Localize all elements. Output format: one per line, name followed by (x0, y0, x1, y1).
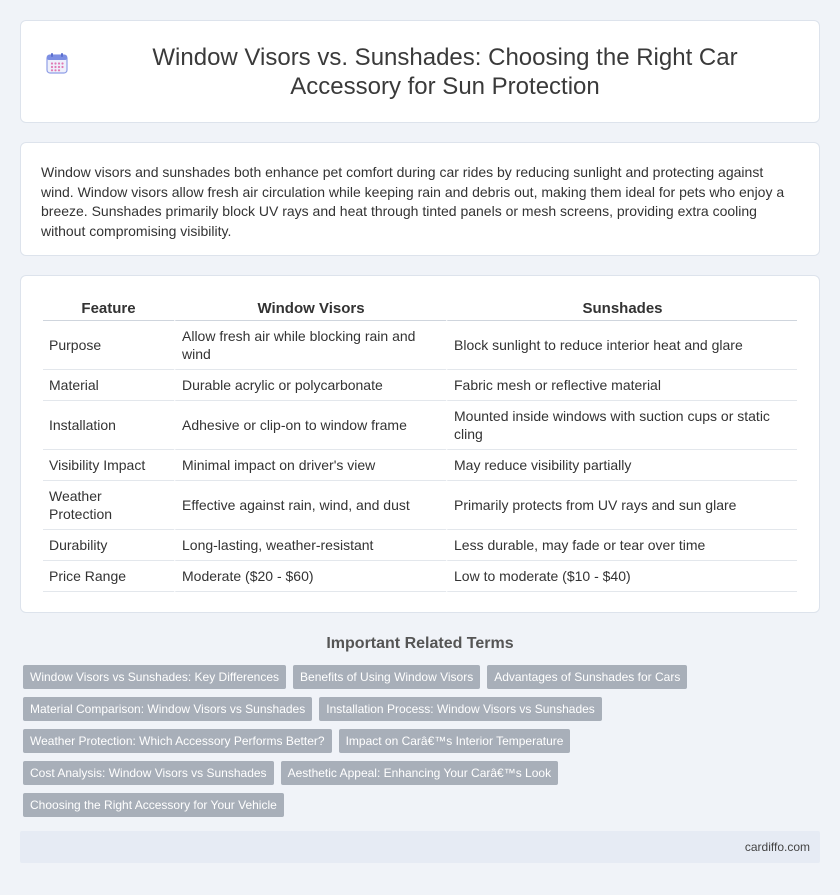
table-row (43, 481, 797, 530)
row-feature: Installation (43, 401, 174, 450)
row-window-visors: Long-lasting, weather-resistant (174, 530, 446, 561)
header-sunshades: Sunshades (446, 296, 797, 321)
table-header-row (43, 296, 797, 321)
row-window-visors: Allow fresh air while blocking rain and wind (174, 321, 446, 370)
related-term-tag[interactable]: Installation Process: Window Visors vs Sunshades (319, 697, 602, 721)
row-feature: Visibility Impact (43, 450, 174, 481)
comparison-table (43, 296, 797, 592)
related-term-tag[interactable]: Advantages of Sunshades for Cars (487, 665, 687, 689)
related-terms-title: Important Related Terms (326, 635, 514, 652)
footer-site-link[interactable]: cardiffo.com (744, 840, 810, 854)
row-sunshades: Block sunlight to reduce interior heat and glare (446, 321, 797, 370)
table-row (43, 321, 797, 370)
intro-section (20, 142, 820, 256)
related-term-tag[interactable]: Window Visors vs Sunshades: Key Differences (23, 665, 286, 689)
header-window-visors: Window Visors (174, 296, 446, 321)
row-window-visors: Adhesive or clip-on to window frame (174, 401, 446, 450)
header-feature: Feature (43, 296, 174, 321)
related-term-tag[interactable]: Weather Protection: Which Accessory Performs Better? (23, 729, 332, 753)
calendar-icon (45, 51, 69, 75)
row-feature: Price Range (43, 561, 174, 592)
table-row (43, 561, 797, 592)
page-header (20, 20, 820, 123)
row-sunshades: Fabric mesh or reflective material (446, 370, 797, 401)
related-term-tag[interactable]: Impact on Carâ€™s Interior Temperature (339, 729, 571, 753)
related-term-tag[interactable]: Benefits of Using Window Visors (293, 665, 480, 689)
row-sunshades: Low to moderate ($10 - $40) (446, 561, 797, 592)
related-term-tag[interactable]: Cost Analysis: Window Visors vs Sunshades (23, 761, 274, 785)
comparison-table-card (20, 275, 820, 613)
table-row (43, 530, 797, 561)
related-term-tag[interactable]: Aesthetic Appeal: Enhancing Your Carâ€™s Look (281, 761, 559, 785)
table-row (43, 450, 797, 481)
row-sunshades: Primarily protects from UV rays and sun glare (446, 481, 797, 530)
row-feature: Material (43, 370, 174, 401)
page-title: Window Visors vs. Sunshades: Choosing the Right Car Accessory for Sun Protection (152, 43, 738, 100)
intro-text: Window visors and sunshades both enhance pet comfort during car rides by reducing sunlight and protecting against wind. Window visors allow fresh air circulation while keeping rain and debris out, making them ideal for pets who enjoy a breeze. Sunshades primarily block UV rays and heat through tinted panels or mesh screens, providing extra cooling without compromising visibility. (41, 164, 785, 239)
row-feature: Weather Protection (43, 481, 174, 530)
row-window-visors: Effective against rain, wind, and dust (174, 481, 446, 530)
row-sunshades: Less durable, may fade or tear over time (446, 530, 797, 561)
table-row (43, 401, 797, 450)
footer (20, 831, 820, 863)
row-window-visors: Durable acrylic or polycarbonate (174, 370, 446, 401)
row-feature: Durability (43, 530, 174, 561)
row-feature: Purpose (43, 321, 174, 370)
table-row (43, 370, 797, 401)
related-terms-list (23, 665, 820, 825)
related-term-tag[interactable]: Material Comparison: Window Visors vs Sunshades (23, 697, 312, 721)
related-term-tag[interactable]: Choosing the Right Accessory for Your Vehicle (23, 793, 284, 817)
row-sunshades: May reduce visibility partially (446, 450, 797, 481)
row-window-visors: Moderate ($20 - $60) (174, 561, 446, 592)
row-window-visors: Minimal impact on driver's view (174, 450, 446, 481)
row-sunshades: Mounted inside windows with suction cups or static cling (446, 401, 797, 450)
